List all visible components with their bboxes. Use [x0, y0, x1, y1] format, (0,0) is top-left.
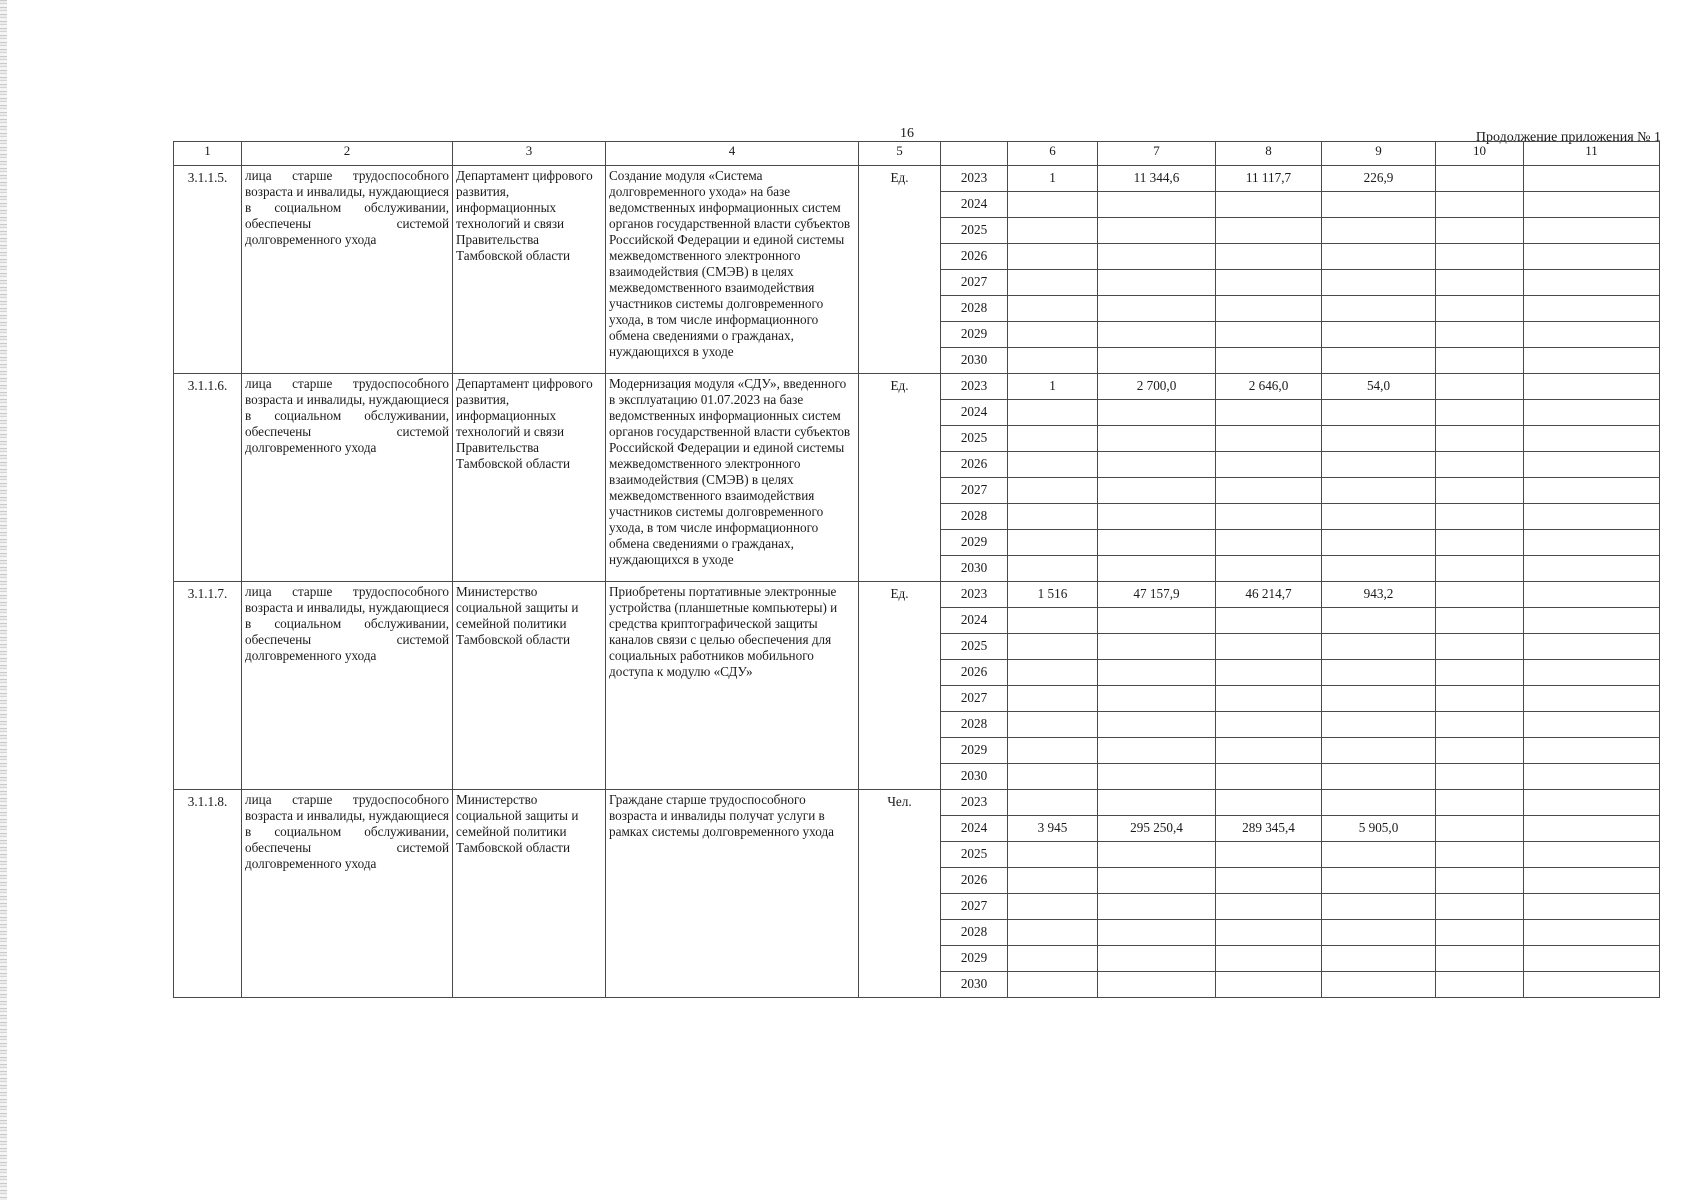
value-col-11	[1524, 218, 1660, 244]
value-col-9	[1322, 842, 1436, 868]
value-col-6	[1008, 400, 1098, 426]
value-col-8	[1216, 842, 1322, 868]
value-col-8: 46 214,7	[1216, 582, 1322, 608]
value-col-6	[1008, 556, 1098, 582]
value-col-11	[1524, 816, 1660, 842]
year-cell: 2027	[941, 478, 1008, 504]
year-cell: 2029	[941, 530, 1008, 556]
value-col-7	[1098, 972, 1216, 998]
year-cell: 2026	[941, 660, 1008, 686]
value-col-8	[1216, 712, 1322, 738]
value-col-7	[1098, 452, 1216, 478]
header-col-6: 6	[1008, 142, 1098, 166]
value-col-8	[1216, 764, 1322, 790]
year-row	[174, 374, 1660, 400]
value-col-11	[1524, 790, 1660, 816]
year-cell: 2023	[941, 582, 1008, 608]
value-col-10	[1436, 764, 1524, 790]
value-col-6	[1008, 270, 1098, 296]
value-col-11	[1524, 244, 1660, 270]
year-cell: 2023	[941, 374, 1008, 400]
year-cell: 2030	[941, 972, 1008, 998]
value-col-8	[1216, 738, 1322, 764]
value-col-10	[1436, 504, 1524, 530]
value-col-11	[1524, 348, 1660, 374]
year-cell: 2025	[941, 218, 1008, 244]
year-cell: 2030	[941, 348, 1008, 374]
value-col-7	[1098, 764, 1216, 790]
value-col-11	[1524, 504, 1660, 530]
value-col-6	[1008, 348, 1098, 374]
value-col-11	[1524, 166, 1660, 192]
value-col-10	[1436, 634, 1524, 660]
value-col-7	[1098, 790, 1216, 816]
value-col-9: 943,2	[1322, 582, 1436, 608]
value-col-8	[1216, 192, 1322, 218]
value-col-7	[1098, 920, 1216, 946]
value-col-7	[1098, 660, 1216, 686]
unit-cell: Ед.	[859, 374, 941, 582]
year-cell: 2025	[941, 842, 1008, 868]
value-col-10	[1436, 478, 1524, 504]
value-col-8	[1216, 634, 1322, 660]
value-col-8	[1216, 296, 1322, 322]
value-col-11	[1524, 374, 1660, 400]
value-col-6	[1008, 712, 1098, 738]
value-col-10	[1436, 920, 1524, 946]
value-col-9	[1322, 478, 1436, 504]
value-col-7	[1098, 894, 1216, 920]
value-col-6	[1008, 764, 1098, 790]
value-col-6: 3 945	[1008, 816, 1098, 842]
value-col-6	[1008, 738, 1098, 764]
value-col-11	[1524, 608, 1660, 634]
value-col-8	[1216, 920, 1322, 946]
value-col-6: 1	[1008, 374, 1098, 400]
unit-cell: Ед.	[859, 166, 941, 374]
year-cell: 2029	[941, 322, 1008, 348]
header-col-8: 8	[1216, 142, 1322, 166]
value-col-8	[1216, 348, 1322, 374]
value-col-6	[1008, 504, 1098, 530]
value-col-11	[1524, 634, 1660, 660]
value-col-11	[1524, 296, 1660, 322]
value-col-10	[1436, 374, 1524, 400]
value-col-10	[1436, 530, 1524, 556]
year-cell: 2028	[941, 504, 1008, 530]
value-col-7	[1098, 218, 1216, 244]
value-col-6	[1008, 634, 1098, 660]
header-row	[174, 142, 1660, 166]
year-row	[174, 166, 1660, 192]
value-col-8	[1216, 686, 1322, 712]
value-col-9	[1322, 192, 1436, 218]
value-col-9	[1322, 660, 1436, 686]
year-cell: 2024	[941, 816, 1008, 842]
value-col-10	[1436, 322, 1524, 348]
table-body	[174, 166, 1660, 998]
value-col-10	[1436, 582, 1524, 608]
value-col-9	[1322, 296, 1436, 322]
value-col-6	[1008, 322, 1098, 348]
value-col-7	[1098, 686, 1216, 712]
value-col-7	[1098, 738, 1216, 764]
value-col-8: 289 345,4	[1216, 816, 1322, 842]
year-cell: 2027	[941, 270, 1008, 296]
value-col-6	[1008, 244, 1098, 270]
value-col-8	[1216, 426, 1322, 452]
value-col-9	[1322, 868, 1436, 894]
value-col-7	[1098, 946, 1216, 972]
value-col-6	[1008, 452, 1098, 478]
value-col-8	[1216, 608, 1322, 634]
value-col-10	[1436, 348, 1524, 374]
unit-cell: Чел.	[859, 790, 941, 998]
value-col-9: 54,0	[1322, 374, 1436, 400]
value-col-7	[1098, 348, 1216, 374]
year-cell: 2028	[941, 920, 1008, 946]
value-col-8	[1216, 322, 1322, 348]
value-col-7	[1098, 400, 1216, 426]
value-col-10	[1436, 296, 1524, 322]
department-cell: Министерство социальной защиты и семейной политики Тамбовской области	[453, 582, 606, 790]
value-col-8	[1216, 478, 1322, 504]
value-col-9: 5 905,0	[1322, 816, 1436, 842]
header-col-11: 11	[1524, 142, 1660, 166]
value-col-9	[1322, 738, 1436, 764]
value-col-8	[1216, 530, 1322, 556]
value-col-7	[1098, 270, 1216, 296]
row-number: 3.1.1.5.	[174, 166, 242, 374]
value-col-11	[1524, 452, 1660, 478]
year-cell: 2029	[941, 946, 1008, 972]
value-col-7	[1098, 322, 1216, 348]
value-col-8	[1216, 894, 1322, 920]
value-col-6	[1008, 426, 1098, 452]
value-col-9	[1322, 218, 1436, 244]
value-col-7	[1098, 868, 1216, 894]
value-col-9	[1322, 712, 1436, 738]
row-number: 3.1.1.8.	[174, 790, 242, 998]
header-col-3: 3	[453, 142, 606, 166]
category-cell: лица старше трудоспособного возраста и инвалиды, нуждающиеся в социальном обслуживании, обеспечены системой долговременного ухода	[242, 582, 453, 790]
value-col-8	[1216, 868, 1322, 894]
value-col-10	[1436, 166, 1524, 192]
value-col-9	[1322, 946, 1436, 972]
value-col-7	[1098, 842, 1216, 868]
value-col-10	[1436, 452, 1524, 478]
year-cell: 2023	[941, 790, 1008, 816]
row-number: 3.1.1.6.	[174, 374, 242, 582]
department-cell: Министерство социальной защиты и семейной политики Тамбовской области	[453, 790, 606, 998]
value-col-11	[1524, 270, 1660, 296]
value-col-10	[1436, 426, 1524, 452]
year-cell: 2024	[941, 608, 1008, 634]
unit-cell: Ед.	[859, 582, 941, 790]
value-col-8	[1216, 244, 1322, 270]
year-cell: 2028	[941, 296, 1008, 322]
value-col-9	[1322, 348, 1436, 374]
year-cell: 2027	[941, 686, 1008, 712]
value-col-10	[1436, 790, 1524, 816]
value-col-11	[1524, 920, 1660, 946]
description-cell: Граждане старше трудоспособного возраста и инвалиды получат услуги в рамках системы долговременного ухода	[606, 790, 859, 998]
year-row	[174, 790, 1660, 816]
value-col-11	[1524, 478, 1660, 504]
value-col-7	[1098, 192, 1216, 218]
value-col-7: 11 344,6	[1098, 166, 1216, 192]
year-cell: 2026	[941, 868, 1008, 894]
appendix-table	[173, 141, 1660, 998]
value-col-9	[1322, 400, 1436, 426]
value-col-7	[1098, 244, 1216, 270]
value-col-8	[1216, 504, 1322, 530]
value-col-10	[1436, 894, 1524, 920]
value-col-6	[1008, 686, 1098, 712]
value-col-7: 295 250,4	[1098, 816, 1216, 842]
value-col-10	[1436, 738, 1524, 764]
value-col-9: 226,9	[1322, 166, 1436, 192]
value-col-7	[1098, 478, 1216, 504]
row-number: 3.1.1.7.	[174, 582, 242, 790]
value-col-9	[1322, 322, 1436, 348]
value-col-6	[1008, 894, 1098, 920]
header-col-10: 10	[1436, 142, 1524, 166]
value-col-11	[1524, 582, 1660, 608]
value-col-10	[1436, 556, 1524, 582]
value-col-11	[1524, 686, 1660, 712]
value-col-11	[1524, 894, 1660, 920]
header-col-year	[941, 142, 1008, 166]
year-cell: 2028	[941, 712, 1008, 738]
description-cell: Приобретены портативные электронные устройства (планшетные компьютеры) и средства криптографической защиты каналов связи с целью обеспечения для социальных работников мобильного доступа к модулю «СДУ»	[606, 582, 859, 790]
value-col-10	[1436, 946, 1524, 972]
year-cell: 2029	[941, 738, 1008, 764]
department-cell: Департамент цифрового развития, информационных технологий и связи Правительства Тамбовской области	[453, 166, 606, 374]
value-col-10	[1436, 868, 1524, 894]
header-col-5: 5	[859, 142, 941, 166]
value-col-6	[1008, 660, 1098, 686]
value-col-10	[1436, 218, 1524, 244]
value-col-11	[1524, 972, 1660, 998]
continuation-note: Продолжение приложения № 1	[1475, 130, 1661, 145]
value-col-8: 2 646,0	[1216, 374, 1322, 400]
year-cell: 2026	[941, 244, 1008, 270]
value-col-11	[1524, 426, 1660, 452]
year-cell: 2023	[941, 166, 1008, 192]
value-col-10	[1436, 660, 1524, 686]
value-col-10	[1436, 244, 1524, 270]
value-col-11	[1524, 660, 1660, 686]
value-col-8	[1216, 790, 1322, 816]
value-col-6	[1008, 478, 1098, 504]
value-col-9	[1322, 920, 1436, 946]
value-col-6	[1008, 946, 1098, 972]
value-col-9	[1322, 634, 1436, 660]
value-col-11	[1524, 712, 1660, 738]
value-col-11	[1524, 192, 1660, 218]
value-col-8	[1216, 660, 1322, 686]
value-col-7	[1098, 608, 1216, 634]
value-col-8	[1216, 400, 1322, 426]
year-cell: 2024	[941, 192, 1008, 218]
scan-edge	[0, 0, 7, 1200]
year-cell: 2030	[941, 556, 1008, 582]
value-col-10	[1436, 842, 1524, 868]
value-col-9	[1322, 608, 1436, 634]
value-col-6: 1 516	[1008, 582, 1098, 608]
value-col-8	[1216, 972, 1322, 998]
value-col-9	[1322, 244, 1436, 270]
description-cell: Создание модуля «Система долговременного ухода» на базе ведомственных информационных систем органов государственной власти субъектов Российской Федерации и единой системы межведомственного электронного взаимодействия (СМЭВ) в целях межведомственного взаимодействия участников системы долговременного ухода, в том числе информационного обмена сведениями о гражданах, нуждающихся в уходе	[606, 166, 859, 374]
value-col-9	[1322, 452, 1436, 478]
value-col-8	[1216, 218, 1322, 244]
value-col-9	[1322, 790, 1436, 816]
value-col-11	[1524, 946, 1660, 972]
value-col-6	[1008, 530, 1098, 556]
year-cell: 2024	[941, 400, 1008, 426]
value-col-10	[1436, 712, 1524, 738]
value-col-6	[1008, 868, 1098, 894]
category-cell: лица старше трудоспособного возраста и инвалиды, нуждающиеся в социальном обслуживании, обеспечены системой долговременного ухода	[242, 790, 453, 998]
value-col-10	[1436, 686, 1524, 712]
value-col-8	[1216, 556, 1322, 582]
value-col-6	[1008, 296, 1098, 322]
value-col-10	[1436, 270, 1524, 296]
year-cell: 2026	[941, 452, 1008, 478]
header-col-1: 1	[174, 142, 242, 166]
value-col-6	[1008, 218, 1098, 244]
value-col-6	[1008, 192, 1098, 218]
value-col-6	[1008, 608, 1098, 634]
header-col-4: 4	[606, 142, 859, 166]
value-col-7	[1098, 556, 1216, 582]
year-cell: 2025	[941, 426, 1008, 452]
value-col-10	[1436, 608, 1524, 634]
value-col-11	[1524, 322, 1660, 348]
value-col-11	[1524, 764, 1660, 790]
year-cell: 2025	[941, 634, 1008, 660]
header-col-9: 9	[1322, 142, 1436, 166]
value-col-10	[1436, 192, 1524, 218]
value-col-7	[1098, 504, 1216, 530]
value-col-9	[1322, 556, 1436, 582]
value-col-6	[1008, 920, 1098, 946]
category-cell: лица старше трудоспособного возраста и инвалиды, нуждающиеся в социальном обслуживании, обеспечены системой долговременного ухода	[242, 166, 453, 374]
value-col-11	[1524, 738, 1660, 764]
value-col-11	[1524, 400, 1660, 426]
value-col-10	[1436, 972, 1524, 998]
value-col-6	[1008, 972, 1098, 998]
value-col-6	[1008, 790, 1098, 816]
value-col-9	[1322, 504, 1436, 530]
value-col-6: 1	[1008, 166, 1098, 192]
value-col-8	[1216, 270, 1322, 296]
value-col-7	[1098, 296, 1216, 322]
value-col-6	[1008, 842, 1098, 868]
value-col-9	[1322, 972, 1436, 998]
year-cell: 2027	[941, 894, 1008, 920]
department-cell: Департамент цифрового развития, информационных технологий и связи Правительства Тамбовской области	[453, 374, 606, 582]
value-col-9	[1322, 426, 1436, 452]
value-col-8	[1216, 946, 1322, 972]
year-row	[174, 582, 1660, 608]
value-col-9	[1322, 764, 1436, 790]
value-col-11	[1524, 556, 1660, 582]
value-col-7	[1098, 712, 1216, 738]
value-col-7	[1098, 530, 1216, 556]
description-cell: Модернизация модуля «СДУ», введенного в эксплуатацию 01.07.2023 на базе ведомственных информационных систем органов государственной власти субъектов Российской Федерации и единой системы межведомственного электронного взаимодействия (СМЭВ) в целях межведомственного взаимодействия участников системы долговременного ухода, в том числе информационного обмена сведениями о гражданах, нуждающихся в уходе	[606, 374, 859, 582]
value-col-7	[1098, 426, 1216, 452]
page-number: 16	[900, 126, 914, 141]
value-col-10	[1436, 400, 1524, 426]
year-cell: 2030	[941, 764, 1008, 790]
value-col-10	[1436, 816, 1524, 842]
value-col-7: 2 700,0	[1098, 374, 1216, 400]
value-col-9	[1322, 894, 1436, 920]
header-col-7: 7	[1098, 142, 1216, 166]
value-col-8: 11 117,7	[1216, 166, 1322, 192]
value-col-8	[1216, 452, 1322, 478]
value-col-7: 47 157,9	[1098, 582, 1216, 608]
value-col-9	[1322, 686, 1436, 712]
value-col-9	[1322, 270, 1436, 296]
value-col-11	[1524, 868, 1660, 894]
value-col-11	[1524, 842, 1660, 868]
value-col-7	[1098, 634, 1216, 660]
category-cell: лица старше трудоспособного возраста и инвалиды, нуждающиеся в социальном обслуживании, обеспечены системой долговременного ухода	[242, 374, 453, 582]
value-col-11	[1524, 530, 1660, 556]
value-col-9	[1322, 530, 1436, 556]
header-col-2: 2	[242, 142, 453, 166]
